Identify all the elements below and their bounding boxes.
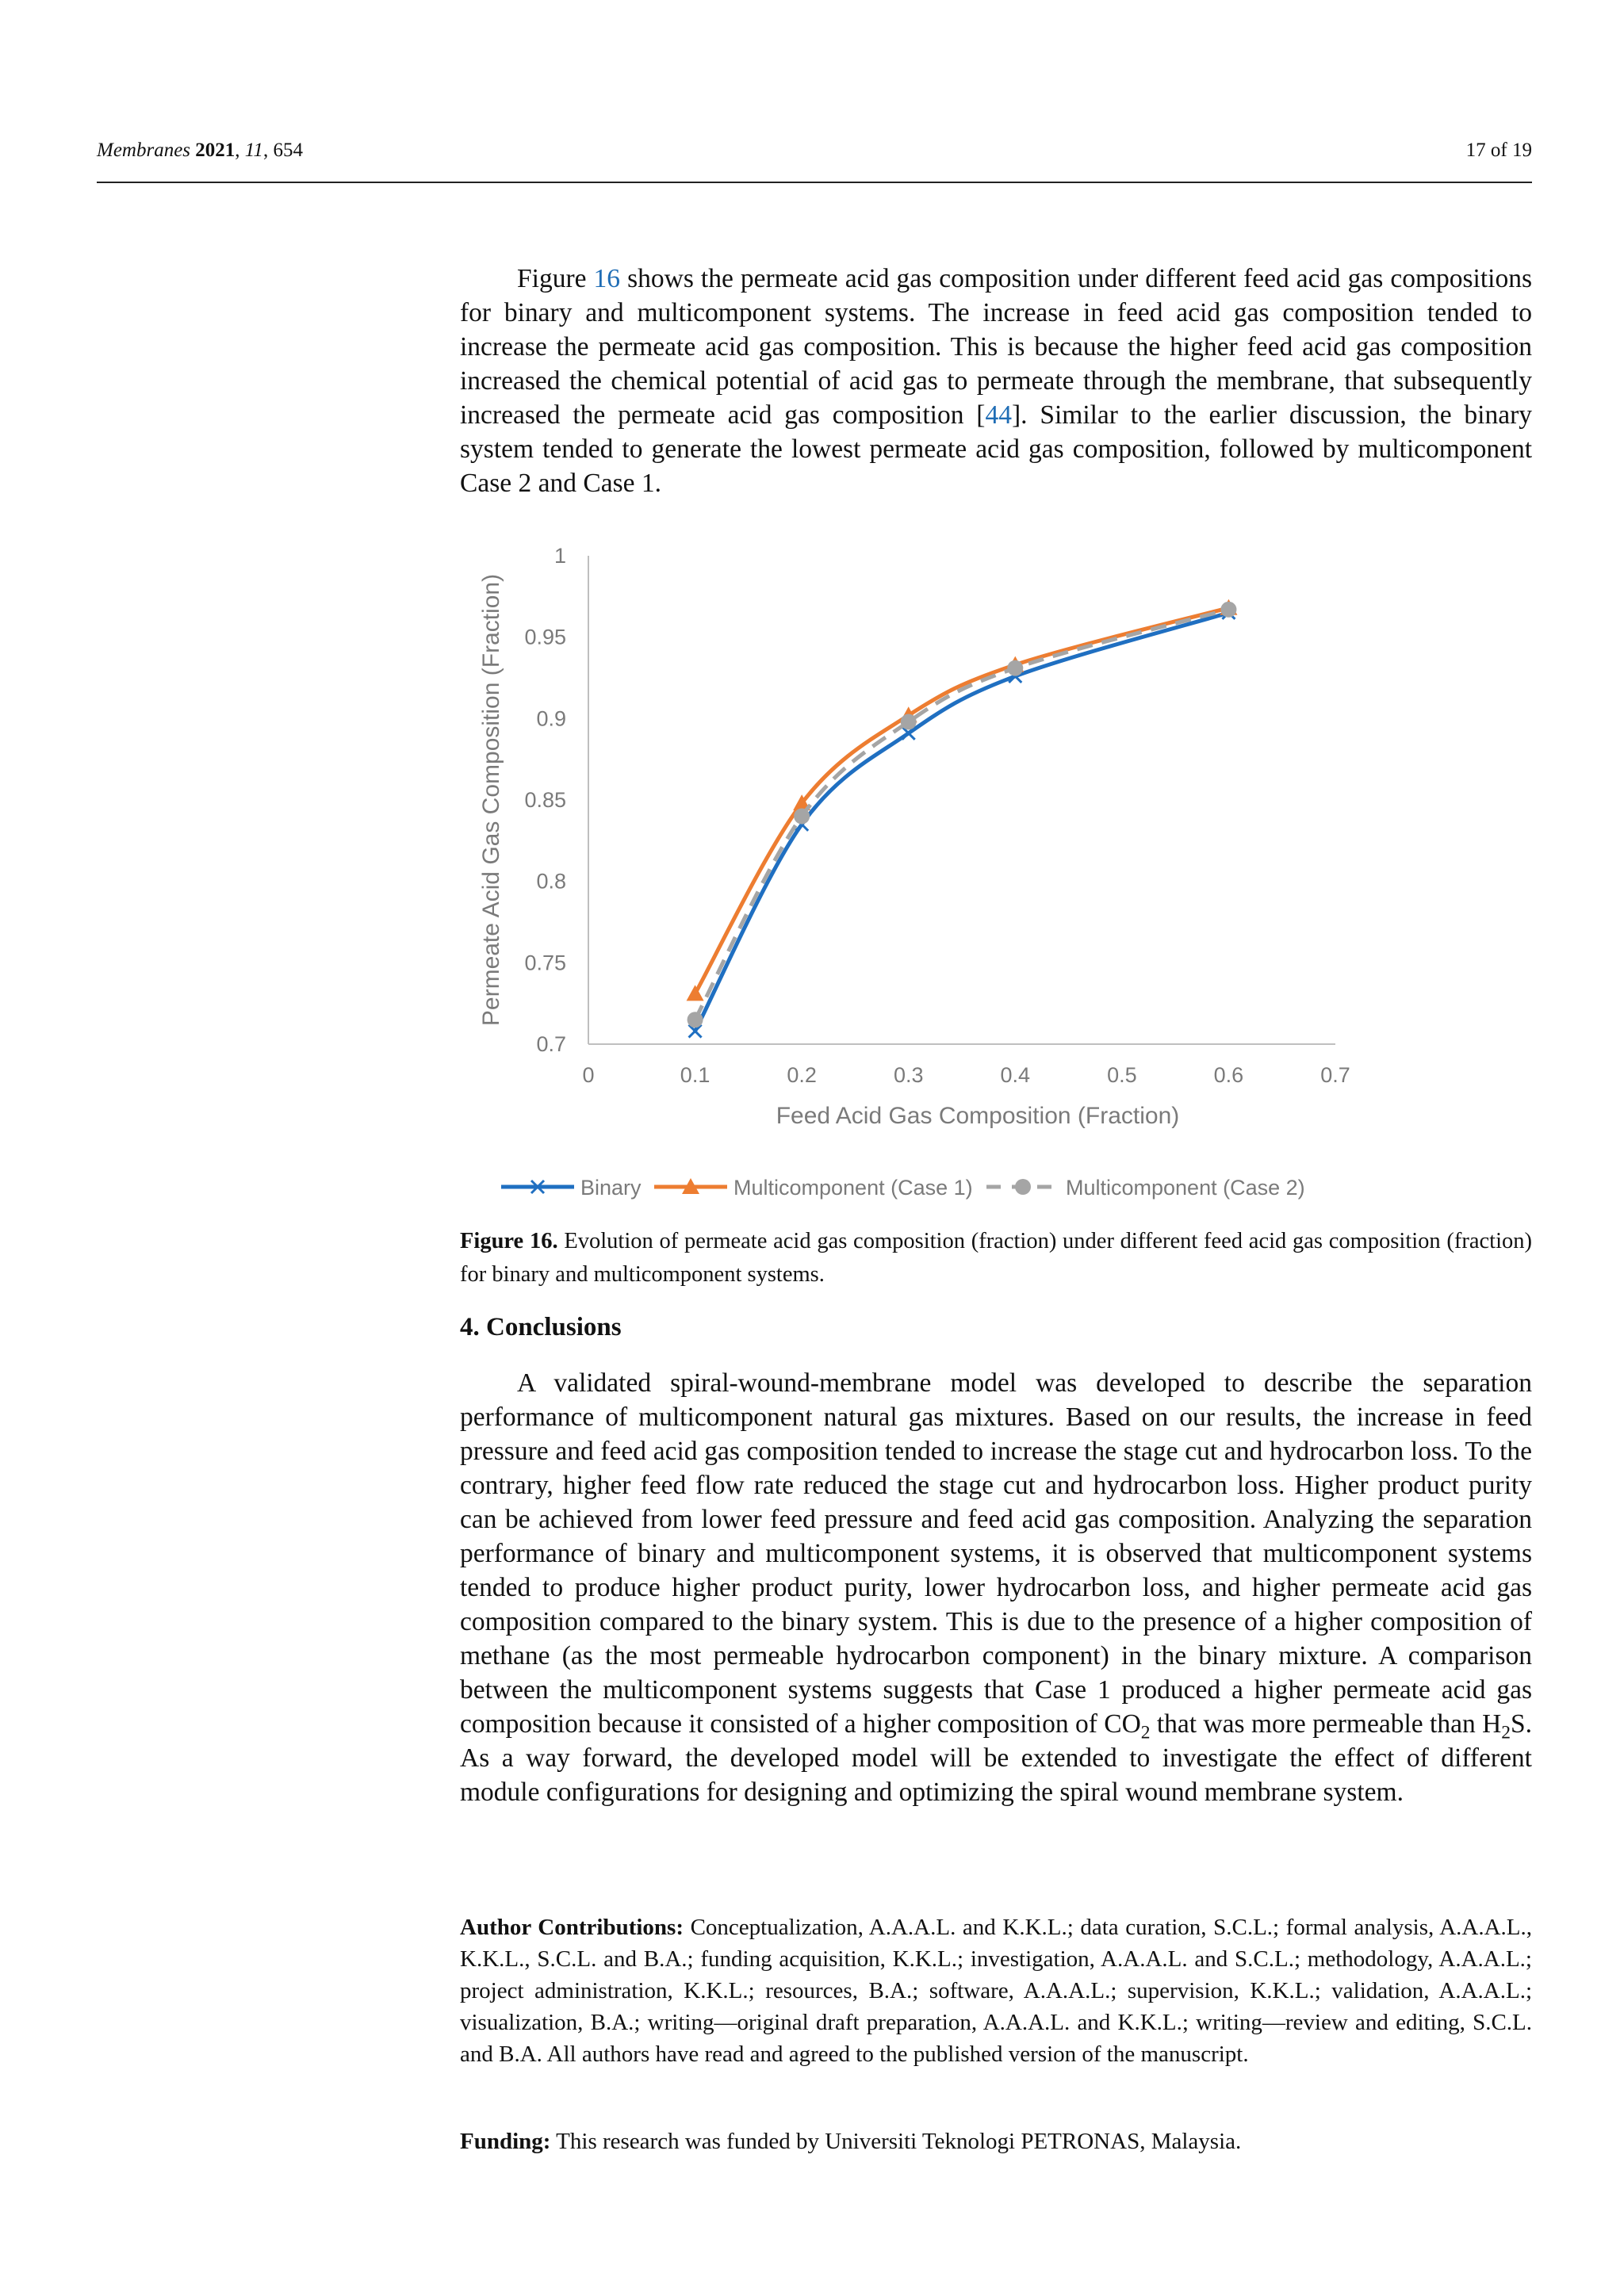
series-line-0 <box>695 613 1229 1031</box>
funding <box>460 2126 1532 2157</box>
journal-year: 2021 <box>195 140 236 161</box>
x-tick-label: 0.5 <box>1107 1063 1137 1087</box>
x-axis-title: Feed Acid Gas Composition (Fraction) <box>776 1103 1180 1129</box>
x-tick-label: 0.2 <box>787 1063 817 1087</box>
conclusions-paragraph <box>460 1366 1532 1809</box>
series-2-point <box>794 809 810 825</box>
intro-paragraph <box>460 262 1532 500</box>
author-contributions-label: Author Contributions: <box>460 1915 684 1940</box>
x-tick-label: 0.7 <box>1320 1063 1350 1087</box>
y-tick-label: 0.75 <box>524 951 566 975</box>
series-2-point <box>901 714 917 729</box>
author-contributions-text: Conceptualization, A.A.A.L. and K.K.L.; data curation, S.C.L.; formal analysis, A.A.A.L., K.K.L., S.C.L. and B.A.; funding acquisition, K.K.L.; investigation, A.A.A.L. and S.C.L.; methodology, A.A.A.L.; project administration, K.K.L.; resources, B.A.; software, A.A.A.L.; supervision, K.K.L.; validation, A.A.A.L.; visualization, B.A.; writing—original draft preparation, A.A.A.L. and K.K.L.; writing—review and editing, S.C.L. and B.A. All authors have read and agreed to the published version of the manuscript. <box>460 1915 1533 2067</box>
header-rule <box>97 182 1532 183</box>
y-axis-title: Permeate Acid Gas Composition (Fraction) <box>478 573 504 1027</box>
journal-name: Membranes <box>97 140 191 161</box>
journal-citation: Membranes 2021, 11, 654 <box>97 140 303 161</box>
conclusions-text-3: S. As a way forward, the developed model will be extended to investigate the effect of different module configurations for designing and optimizing the spiral wound membrane system. <box>460 1709 1533 1807</box>
y-tick-label: 0.8 <box>536 869 566 894</box>
author-contributions-section <box>460 1911 1532 2070</box>
intro-section <box>460 262 1532 500</box>
legend-label: Multicomponent (Case 1) <box>733 1176 973 1200</box>
page-number: 17 of 19 <box>1465 140 1532 161</box>
series-2-point <box>1007 660 1023 676</box>
intro-text-1: Figure <box>517 264 594 293</box>
x-tick-label: 0.1 <box>680 1063 710 1087</box>
conclusions-section <box>460 1366 1532 1809</box>
legend-marker-2 <box>1015 1179 1031 1195</box>
y-tick-label: 0.7 <box>536 1032 566 1056</box>
co2-subscript: 2 <box>1140 1722 1151 1743</box>
section-title: 4. Conclusions <box>460 1313 622 1341</box>
figure-16-chart <box>460 526 1372 1208</box>
legend-label: Multicomponent (Case 2) <box>1066 1176 1305 1200</box>
figure-reference-link[interactable]: 16 <box>593 264 621 293</box>
page-header <box>97 140 1532 171</box>
series-2-point <box>688 1012 703 1027</box>
journal-article: 654 <box>273 140 303 161</box>
line-chart-svg <box>460 526 1372 1208</box>
x-tick-label: 0.6 <box>1213 1063 1244 1087</box>
x-tick-label: 0.3 <box>893 1063 924 1087</box>
conclusions-text-1: A validated spiral-wound-membrane model was developed to describe the separation performance of multicomponent natural gas mixtures. Based on our results, the increase in feed pressure and feed acid gas composition tended to increase the stage cut and hydrocarbon loss. To the contrary, higher feed flow rate reduced the stage cut and hydrocarbon loss. Higher product purity can be achieved from lower feed pressure and feed acid gas composition. Analyzing the separation performance of binary and multicomponent systems, it is observed that multicomponent systems tended to produce higher product purity, lower hydrocarbon loss, and higher permeate acid gas composition compared to the binary system. This is due to the presence of a higher composition of methane (as the most permeable hydrocarbon component) in the binary mixture. A comparison between the multicomponent systems suggests that Case 1 produced a higher permeate acid gas composition because it consisted of a higher composition of CO <box>460 1368 1532 1739</box>
intro-text-3: ]. Similar to the earlier discussion, the binary system tended to generate the lowest permeate acid gas composition, followed by multicomponent Case 2 and Case 1. <box>460 400 1533 498</box>
series-2-point <box>1220 602 1236 618</box>
intro-text-2: shows the permeate acid gas composition under different feed acid gas compositions for binary and multicomponent systems. The increase in feed acid gas composition tended to increase the permeate acid gas composition. This is because the higher feed acid gas composition increased the chemical potential of acid gas to permeate through the membrane, that subsequently increased the permeate acid gas composition [ <box>460 264 1533 430</box>
legend-label: Binary <box>580 1176 642 1200</box>
series-line-2 <box>695 610 1229 1020</box>
h2s-subscript: 2 <box>1501 1722 1511 1743</box>
y-tick-label: 1 <box>553 544 566 568</box>
x-tick-label: 0 <box>582 1063 595 1087</box>
author-contributions <box>460 1911 1532 2070</box>
journal-volume: 11 <box>244 140 263 161</box>
y-tick-label: 0.95 <box>524 625 566 649</box>
figure-caption-label: Figure 16. <box>460 1229 558 1253</box>
funding-text: This research was funded by Universiti Teknologi PETRONAS, Malaysia. <box>550 2129 1242 2154</box>
figure-caption-text: Evolution of permeate acid gas composition (fraction) under different feed acid gas composition (fraction) for binary and multicomponent systems. <box>460 1229 1532 1287</box>
x-tick-label: 0.4 <box>1000 1063 1031 1087</box>
funding-section <box>460 2126 1532 2157</box>
y-tick-label: 0.85 <box>524 788 566 812</box>
series-1-point <box>687 985 704 1001</box>
y-tick-label: 0.9 <box>536 706 566 731</box>
conclusions-text-2: that was more permeable than H <box>1150 1709 1502 1739</box>
figure-caption <box>460 1225 1532 1292</box>
citation-link[interactable]: 44 <box>985 400 1012 430</box>
series-line-1 <box>695 608 1229 994</box>
funding-label: Funding: <box>460 2129 551 2154</box>
